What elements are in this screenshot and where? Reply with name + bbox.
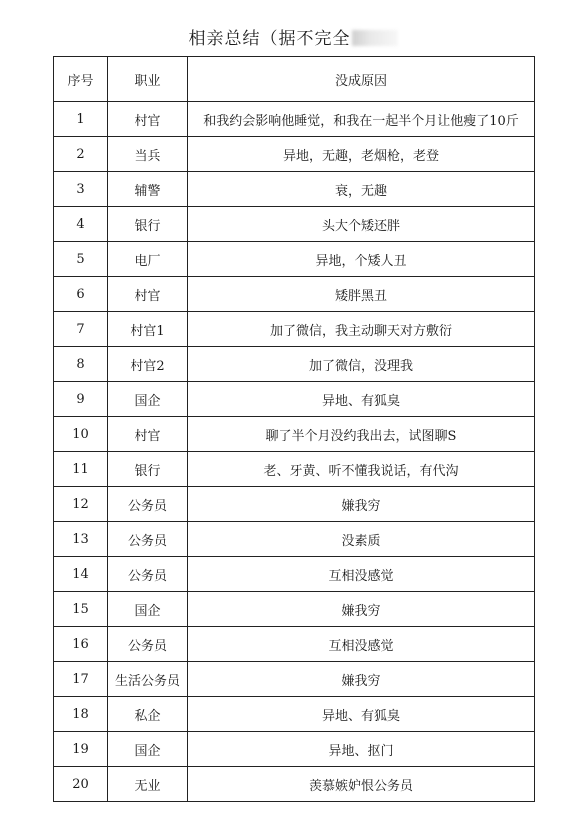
table-row xyxy=(54,662,535,697)
table-row xyxy=(54,417,535,452)
cell-reason: 互相没感觉 xyxy=(188,557,535,592)
cell-job: 村官2 xyxy=(108,347,188,382)
cell-reason: 异地、有狐臭 xyxy=(188,382,535,417)
cell-reason: 加了微信，没理我 xyxy=(188,347,535,382)
table-row xyxy=(54,102,535,137)
cell-job: 村官1 xyxy=(108,312,188,347)
cell-reason: 头大个矮还胖 xyxy=(188,207,535,242)
table-row xyxy=(54,697,535,732)
cell-reason: 加了微信，我主动聊天对方敷衍 xyxy=(188,312,535,347)
cell-reason: 异地、有狐臭 xyxy=(188,697,535,732)
cell-number: 20 xyxy=(54,767,108,802)
table-row xyxy=(54,137,535,172)
table-row xyxy=(54,627,535,662)
cell-number: 17 xyxy=(54,662,108,697)
table-row xyxy=(54,767,535,802)
cell-number: 3 xyxy=(54,172,108,207)
cell-job: 电厂 xyxy=(108,242,188,277)
cell-number: 12 xyxy=(54,487,108,522)
cell-number: 10 xyxy=(54,417,108,452)
cell-reason: 异地，无趣，老烟枪，老登 xyxy=(188,137,535,172)
blurred-title-suffix xyxy=(352,30,398,46)
cell-number: 15 xyxy=(54,592,108,627)
cell-job: 公务员 xyxy=(108,487,188,522)
table-row xyxy=(54,487,535,522)
cell-reason: 嫌我穷 xyxy=(188,592,535,627)
cell-job: 国企 xyxy=(108,382,188,417)
table-row xyxy=(54,312,535,347)
table-row xyxy=(54,382,535,417)
cell-reason: 衰，无趣 xyxy=(188,172,535,207)
table-row xyxy=(54,207,535,242)
cell-job: 生活公务员 xyxy=(108,662,188,697)
cell-job: 村官 xyxy=(108,417,188,452)
header-row xyxy=(54,57,535,102)
cell-number: 13 xyxy=(54,522,108,557)
table-row xyxy=(54,557,535,592)
cell-number: 11 xyxy=(54,452,108,487)
cell-job: 辅警 xyxy=(108,172,188,207)
cell-number: 16 xyxy=(54,627,108,662)
cell-number: 1 xyxy=(54,102,108,137)
header-reason: 没成原因 xyxy=(188,57,535,102)
cell-job: 国企 xyxy=(108,732,188,767)
cell-reason: 没素质 xyxy=(188,522,535,557)
summary-table xyxy=(53,56,535,802)
cell-reason: 嫌我穷 xyxy=(188,487,535,522)
cell-number: 19 xyxy=(54,732,108,767)
cell-reason: 异地、抠门 xyxy=(188,732,535,767)
cell-job: 村官 xyxy=(108,102,188,137)
table-row xyxy=(54,522,535,557)
cell-number: 7 xyxy=(54,312,108,347)
title-text: 相亲总结（据不完全 xyxy=(188,29,351,49)
table-row xyxy=(54,242,535,277)
document-title xyxy=(0,24,586,49)
cell-reason: 互相没感觉 xyxy=(188,627,535,662)
cell-number: 8 xyxy=(54,347,108,382)
cell-number: 9 xyxy=(54,382,108,417)
cell-number: 18 xyxy=(54,697,108,732)
table-row xyxy=(54,452,535,487)
table-row xyxy=(54,172,535,207)
cell-job: 银行 xyxy=(108,452,188,487)
cell-number: 14 xyxy=(54,557,108,592)
table-row xyxy=(54,347,535,382)
header-job: 职业 xyxy=(108,57,188,102)
cell-job: 当兵 xyxy=(108,137,188,172)
cell-reason: 嫌我穷 xyxy=(188,662,535,697)
cell-job: 村官 xyxy=(108,277,188,312)
table-body xyxy=(54,102,535,802)
cell-reason: 羡慕嫉妒恨公务员 xyxy=(188,767,535,802)
cell-job: 私企 xyxy=(108,697,188,732)
cell-reason: 矮胖黑丑 xyxy=(188,277,535,312)
cell-job: 公务员 xyxy=(108,557,188,592)
cell-number: 4 xyxy=(54,207,108,242)
table-row xyxy=(54,592,535,627)
cell-number: 6 xyxy=(54,277,108,312)
cell-number: 5 xyxy=(54,242,108,277)
cell-reason: 异地，个矮人丑 xyxy=(188,242,535,277)
table-row xyxy=(54,277,535,312)
cell-reason: 和我约会影响他睡觉，和我在一起半个月让他瘦了10斤 xyxy=(188,102,535,137)
cell-reason: 老、牙黄、听不懂我说话，有代沟 xyxy=(188,452,535,487)
cell-job: 公务员 xyxy=(108,627,188,662)
cell-job: 银行 xyxy=(108,207,188,242)
table-row xyxy=(54,732,535,767)
cell-job: 无业 xyxy=(108,767,188,802)
cell-job: 公务员 xyxy=(108,522,188,557)
cell-job: 国企 xyxy=(108,592,188,627)
cell-reason: 聊了半个月没约我出去，试图聊S xyxy=(188,417,535,452)
header-number: 序号 xyxy=(54,57,108,102)
cell-number: 2 xyxy=(54,137,108,172)
